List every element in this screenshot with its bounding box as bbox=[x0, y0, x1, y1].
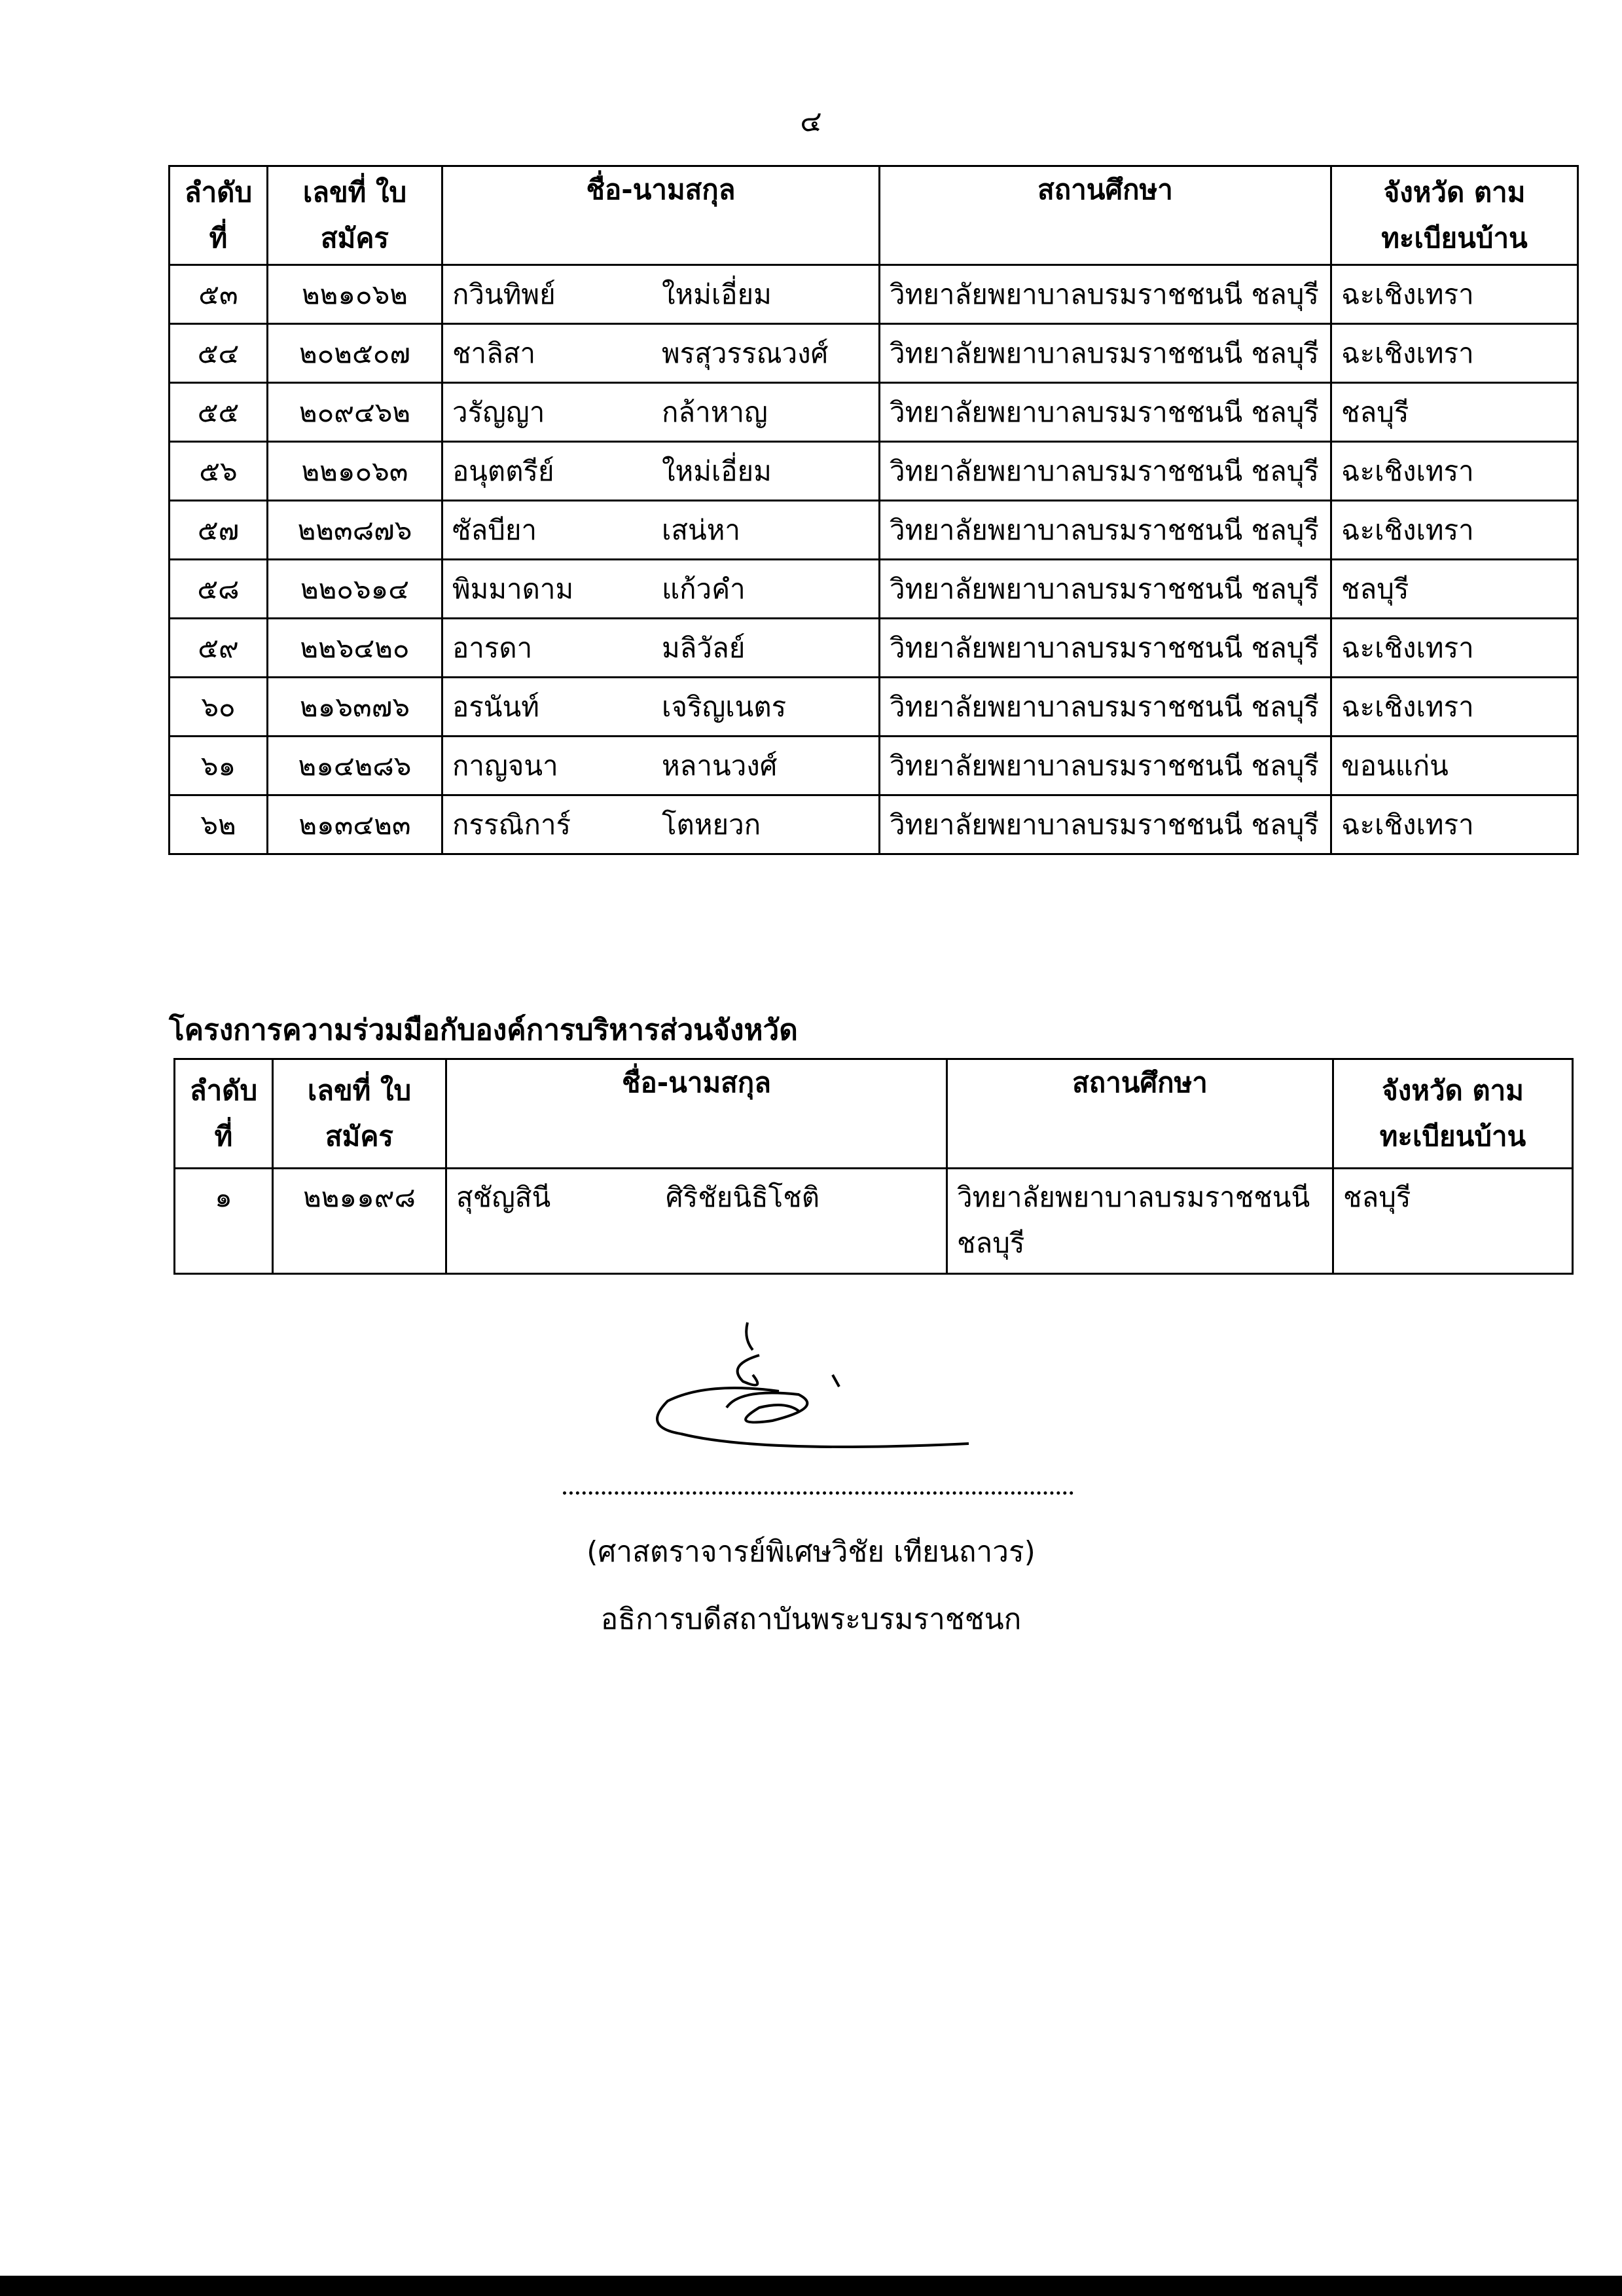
first-name: กรรณิการ์ bbox=[452, 808, 571, 841]
first-name: สุชัญสินี bbox=[456, 1181, 551, 1213]
header-seq: ลำดับ ที่ bbox=[170, 166, 268, 265]
school-cell: วิทยาลัยพยาบาลบรมราชชนนี ชลบุรี bbox=[880, 501, 1331, 560]
seq-cell: ๕๘ bbox=[170, 560, 268, 619]
table-row bbox=[170, 560, 1578, 619]
school-cell: วิทยาลัยพยาบาลบรมราชชนนี ชลบุรี bbox=[880, 619, 1331, 678]
application-no-cell: ๒๒๐๖๑๔ bbox=[268, 560, 442, 619]
school-cell: วิทยาลัยพยาบาลบรมราชชนนี ชลบุรี bbox=[880, 265, 1331, 324]
application-no-cell: ๒๑๖๓๗๖ bbox=[268, 678, 442, 737]
header-name: ชื่อ-นามสกุล bbox=[442, 166, 880, 265]
name-cell bbox=[442, 560, 880, 619]
seq-cell: ๕๓ bbox=[170, 265, 268, 324]
seq-cell: ๑ bbox=[175, 1169, 273, 1274]
application-no-cell: ๒๒๓๘๗๖ bbox=[268, 501, 442, 560]
table-row bbox=[170, 619, 1578, 678]
table-row bbox=[170, 442, 1578, 501]
name-cell bbox=[442, 383, 880, 442]
header-seq: ลำดับ ที่ bbox=[175, 1059, 273, 1169]
name-cell bbox=[442, 501, 880, 560]
seq-cell: ๕๖ bbox=[170, 442, 268, 501]
header-school: สถานศึกษา bbox=[947, 1059, 1333, 1169]
application-no-cell: ๒๒๑๐๖๓ bbox=[268, 442, 442, 501]
header-name: ชื่อ-นามสกุล bbox=[446, 1059, 947, 1169]
school-cell: วิทยาลัยพยาบาลบรมราชชนนี ชลบุรี bbox=[880, 324, 1331, 383]
table-row bbox=[170, 795, 1578, 854]
last-name: มลิวัลย์ bbox=[662, 631, 746, 664]
seq-cell: ๖๑ bbox=[170, 737, 268, 795]
school-cell: วิทยาลัยพยาบาลบรมราชชนนี ชลบุรี bbox=[880, 442, 1331, 501]
name-cell bbox=[442, 795, 880, 854]
province-cell: ฉะเชิงเทรา bbox=[1331, 501, 1578, 560]
province-cell: ฉะเชิงเทรา bbox=[1331, 324, 1578, 383]
seq-cell: ๕๗ bbox=[170, 501, 268, 560]
province-cell: ขอนแก่น bbox=[1331, 737, 1578, 795]
table-row bbox=[170, 501, 1578, 560]
name-cell bbox=[442, 737, 880, 795]
first-name: อารดา bbox=[452, 631, 533, 664]
seq-cell: ๖๒ bbox=[170, 795, 268, 854]
application-no-cell: ๒๑๓๔๒๓ bbox=[268, 795, 442, 854]
table-row bbox=[170, 678, 1578, 737]
seq-cell: ๕๕ bbox=[170, 383, 268, 442]
table-row bbox=[170, 383, 1578, 442]
first-name: พิมมาดาม bbox=[452, 572, 574, 605]
signer-name: (ศาสตราจารย์พิเศษวิชัย เทียนถาวร) bbox=[586, 1535, 1036, 1569]
table-header-row bbox=[175, 1059, 1573, 1169]
first-name: กาญจนา bbox=[452, 749, 558, 782]
seq-cell: ๖๐ bbox=[170, 678, 268, 737]
section-title: โครงการความร่วมมือกับองค์การบริหารส่วนจังหวัด bbox=[169, 1013, 798, 1047]
table-row bbox=[170, 265, 1578, 324]
seq-cell: ๕๔ bbox=[170, 324, 268, 383]
table-row bbox=[175, 1169, 1573, 1274]
last-name: โตหยวก bbox=[662, 808, 761, 841]
scan-edge-bar bbox=[0, 2276, 1622, 2296]
province-cell: ชลบุรี bbox=[1333, 1169, 1573, 1274]
page-number: ๔ bbox=[800, 105, 822, 138]
first-name: ซัลบียา bbox=[452, 513, 537, 546]
name-cell bbox=[442, 678, 880, 737]
province-cell: ฉะเชิงเทรา bbox=[1331, 619, 1578, 678]
last-name: พรสุวรรณวงศ์ bbox=[662, 337, 829, 369]
signer-title: อธิการบดีสถาบันพระบรมราชชนก bbox=[600, 1603, 1022, 1636]
school-cell: วิทยาลัยพยาบาลบรมราชชนนี ชลบุรี bbox=[880, 795, 1331, 854]
header-province: จังหวัด ตามทะเบียนบ้าน bbox=[1331, 166, 1578, 265]
last-name: ศิริชัยนิธิโชติ bbox=[666, 1181, 820, 1213]
header-province: จังหวัด ตามทะเบียนบ้าน bbox=[1333, 1059, 1573, 1169]
last-name: แก้วคำ bbox=[662, 572, 746, 605]
table-header-row bbox=[170, 166, 1578, 265]
first-name: กวินทิพย์ bbox=[452, 278, 556, 310]
application-no-cell: ๒๐๒๕๐๗ bbox=[268, 324, 442, 383]
application-no-cell: ๒๑๔๒๘๖ bbox=[268, 737, 442, 795]
applicant-table bbox=[168, 165, 1579, 855]
first-name: วรัญญา bbox=[452, 395, 545, 428]
name-cell bbox=[442, 324, 880, 383]
last-name: ใหม่เอี่ยม bbox=[662, 454, 772, 487]
first-name: ชาลิสา bbox=[452, 337, 536, 369]
province-cell: ฉะเชิงเทรา bbox=[1331, 265, 1578, 324]
signature-line bbox=[563, 1491, 1073, 1495]
signature-image bbox=[628, 1309, 995, 1480]
header-application-no: เลขที่ ใบสมัคร bbox=[268, 166, 442, 265]
application-no-cell: ๒๐๙๔๖๒ bbox=[268, 383, 442, 442]
school-cell: วิทยาลัยพยาบาลบรมราชชนนี ชลบุรี bbox=[880, 560, 1331, 619]
school-cell: วิทยาลัยพยาบาลบรมราชชนนี ชลบุรี bbox=[947, 1169, 1333, 1274]
header-school: สถานศึกษา bbox=[880, 166, 1331, 265]
last-name: เจริญเนตร bbox=[662, 690, 787, 723]
header-application-no: เลขที่ ใบสมัคร bbox=[273, 1059, 446, 1169]
name-cell bbox=[442, 265, 880, 324]
province-cell: ฉะเชิงเทรา bbox=[1331, 795, 1578, 854]
first-name: อรนันท์ bbox=[452, 690, 539, 723]
table-row bbox=[170, 737, 1578, 795]
table-row bbox=[170, 324, 1578, 383]
school-cell: วิทยาลัยพยาบาลบรมราชชนนี ชลบุรี bbox=[880, 678, 1331, 737]
last-name: เสน่หา bbox=[662, 513, 740, 546]
province-cell: ชลบุรี bbox=[1331, 560, 1578, 619]
application-no-cell: ๒๒๑๐๖๒ bbox=[268, 265, 442, 324]
last-name: หลานวงศ์ bbox=[662, 749, 778, 782]
application-no-cell: ๒๒๖๔๒๐ bbox=[268, 619, 442, 678]
name-cell bbox=[442, 442, 880, 501]
province-cell: ฉะเชิงเทรา bbox=[1331, 678, 1578, 737]
project-applicant-table bbox=[173, 1058, 1574, 1275]
school-cell: วิทยาลัยพยาบาลบรมราชชนนี ชลบุรี bbox=[880, 737, 1331, 795]
application-no-cell: ๒๒๑๑๙๘ bbox=[273, 1169, 446, 1274]
last-name: ใหม่เอี่ยม bbox=[662, 278, 772, 310]
seq-cell: ๕๙ bbox=[170, 619, 268, 678]
last-name: กล้าหาญ bbox=[662, 395, 768, 428]
name-cell bbox=[442, 619, 880, 678]
province-cell: ชลบุรี bbox=[1331, 383, 1578, 442]
name-cell bbox=[446, 1169, 947, 1274]
first-name: อนุตตรีย์ bbox=[452, 454, 554, 487]
province-cell: ฉะเชิงเทรา bbox=[1331, 442, 1578, 501]
school-cell: วิทยาลัยพยาบาลบรมราชชนนี ชลบุรี bbox=[880, 383, 1331, 442]
